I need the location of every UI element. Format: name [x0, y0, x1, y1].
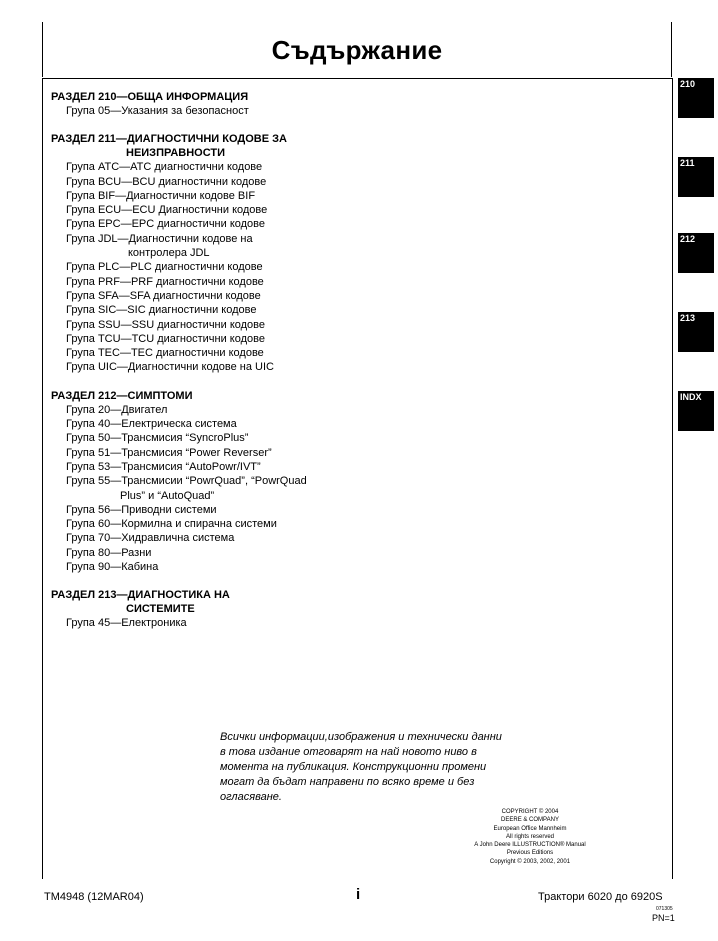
toc-item[interactable]	[51, 560, 351, 574]
copyright-line: COPYRIGHT © 2004	[501, 809, 559, 815]
toc-item-line: Група 60—Кормилна и спирачна системи	[66, 518, 277, 531]
toc-section	[51, 90, 351, 118]
toc-section	[51, 588, 351, 630]
toc-item-line: Група TEC—TEC диагностични кодове	[66, 347, 264, 360]
toc-item-line: Група ECU—ECU Диагностични кодове	[66, 204, 268, 217]
tab-213[interactable]: 213	[678, 312, 714, 352]
toc-item[interactable]	[51, 160, 351, 174]
toc-item[interactable]	[51, 104, 351, 118]
toc-item[interactable]	[51, 203, 351, 217]
toc-item[interactable]	[51, 460, 351, 474]
toc-item[interactable]	[51, 303, 351, 317]
toc-item-line: Група 05—Указания за безопасност	[66, 105, 249, 117]
toc-item-line: Група JDL—Диагностични кодове на	[66, 232, 253, 245]
copyright-line: A John Deere ILLUSTRUCTION® Manual	[474, 842, 586, 849]
product-name: Трактори 6020 до 6920S	[538, 891, 663, 903]
toc-item-line: Група 51—Трансмисия “Power Reverser”	[66, 446, 272, 459]
section-title[interactable]	[51, 588, 351, 616]
toc-item[interactable]	[51, 232, 351, 261]
toc-section	[51, 132, 351, 374]
page-title: Съдържание	[271, 35, 443, 65]
toc-item-line: Група 90—Кабина	[66, 561, 159, 574]
toc-item[interactable]	[51, 217, 351, 231]
section-title-line: НЕИЗПРАВНОСТИ	[126, 147, 226, 160]
page-number: i	[356, 886, 361, 903]
copyright-line: Copyright © 2003, 2002, 2001	[489, 858, 571, 865]
toc-item-line: Група PRF—PRF диагностични кодове	[66, 275, 264, 288]
toc-item[interactable]	[51, 403, 351, 417]
toc-item-line: контролера JDL	[128, 247, 210, 260]
toc-item[interactable]	[51, 546, 351, 560]
toc-item[interactable]	[51, 517, 351, 531]
notice-line: Всички информации,изображения и технически данни	[220, 731, 502, 743]
print-code: 071305	[656, 906, 673, 912]
tab-212[interactable]: 212	[678, 233, 714, 273]
toc-section	[51, 389, 351, 575]
notice-line: могат да бъдат направени по всяко време и без	[220, 776, 475, 788]
toc-item[interactable]	[51, 189, 351, 203]
toc-item-line: Група PLC—PLC диагностични кодове	[66, 261, 263, 274]
section-title-line: РАЗДЕЛ 213—ДИАГНОСТИКА НА	[51, 589, 230, 602]
toc-item-line: Група 56—Приводни системи	[66, 503, 217, 516]
toc-item[interactable]	[51, 360, 351, 374]
tab-indx[interactable]: INDX	[678, 391, 714, 431]
copyright-line: All rights reserved	[505, 833, 555, 840]
toc-item-line: Група TCU—TCU диагностични кодове	[66, 332, 265, 345]
table-of-contents	[51, 90, 351, 631]
toc-item[interactable]	[51, 275, 351, 289]
toc-item-line: Група 55—Трансмисии “PowrQuad”, “PowrQuad	[66, 475, 307, 488]
copyright-line: Previous Editions	[506, 850, 554, 857]
toc-item-line: Plus” и “AutoQuad”	[120, 489, 215, 502]
toc-item-line: Група 50—Трансмисия “SyncroPlus”	[66, 432, 249, 445]
document-id: TM4948 (12MAR04)	[44, 891, 144, 903]
toc-item-line: Група 40—Електрическа система	[66, 418, 237, 431]
toc-item[interactable]	[51, 318, 351, 332]
toc-item-line: Група BCU—BCU диагностични кодове	[66, 175, 267, 188]
toc-item[interactable]	[51, 346, 351, 360]
toc-item-line: Група SSU—SSU диагностични кодове	[66, 318, 266, 331]
notice-line: огласяване.	[220, 791, 282, 803]
toc-item[interactable]	[51, 289, 351, 303]
toc-item-line: Група 53—Трансмисия “AutoPowr/IVT”	[66, 460, 261, 473]
toc-item[interactable]	[51, 417, 351, 431]
toc-item[interactable]	[51, 503, 351, 517]
toc-item[interactable]	[51, 332, 351, 346]
toc-item-line: Група 70—Хидравлична система	[66, 532, 235, 545]
toc-item-line: Група 20—Двигател	[66, 403, 168, 416]
toc-item-line: Група SIC—SIC диагностични кодове	[66, 304, 257, 317]
toc-item[interactable]	[51, 474, 351, 503]
section-title-line: РАЗДЕЛ 212—СИМПТОМИ	[51, 389, 193, 402]
toc-item[interactable]	[51, 175, 351, 189]
toc-item[interactable]	[51, 431, 351, 445]
copyright-line: European Office Mannheim	[493, 825, 567, 832]
toc-item-line: Група EPC—EPC диагностични кодове	[66, 218, 266, 231]
tab-211[interactable]: 211	[678, 157, 714, 197]
section-title[interactable]	[51, 90, 351, 104]
toc-item-line: Група 45—Електроника	[66, 617, 187, 630]
toc-item[interactable]	[51, 446, 351, 460]
section-title-line: РАЗДЕЛ 211—ДИАГНОСТИЧНИ КОДОВЕ ЗА	[51, 133, 287, 146]
pn-label: PN=1	[652, 913, 675, 923]
toc-item[interactable]	[51, 616, 351, 630]
disclaimer-notice	[220, 730, 510, 805]
section-title[interactable]	[51, 132, 351, 160]
toc-item-line: Група UIC—Диагностични кодове на UIC	[66, 361, 274, 374]
copyright-line: DEERE & COMPANY	[501, 817, 559, 824]
notice-line: момента на публикация. Конструкционни промени	[220, 761, 487, 773]
toc-item-line: Група BIF—Диагностични кодове BIF	[66, 189, 256, 202]
toc-item-line: Група SFA—SFA диагностични кодове	[66, 289, 261, 302]
toc-item-line: Група ATC—ATC диагностични кодове	[66, 161, 263, 174]
notice-line: в това издание отговарят на най новото ниво в	[220, 746, 477, 758]
tab-210[interactable]: 210	[678, 78, 714, 118]
section-title[interactable]	[51, 389, 351, 403]
toc-item[interactable]	[51, 531, 351, 545]
copyright-block	[440, 808, 620, 866]
section-title-line: СИСТЕМИТЕ	[126, 603, 195, 616]
toc-item-line: Група 80—Разни	[66, 546, 152, 559]
toc-item[interactable]	[51, 260, 351, 274]
section-title-line: РАЗДЕЛ 210—ОБЩА ИНФОРМАЦИЯ	[51, 91, 249, 103]
